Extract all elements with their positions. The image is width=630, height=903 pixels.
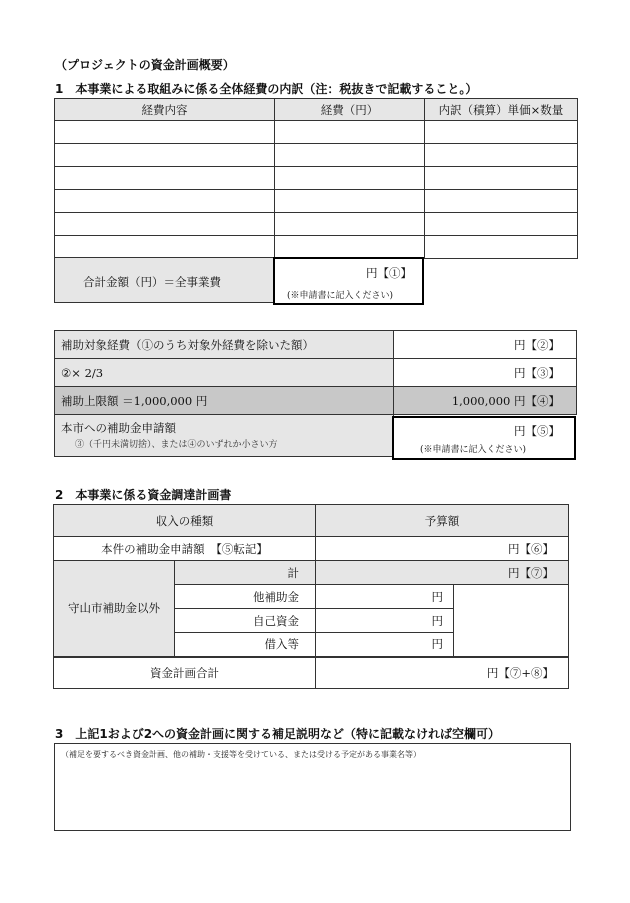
expense-row (55, 144, 578, 167)
limit-value: 1,000,000 円【④】 (394, 387, 577, 415)
funding-table (53, 504, 569, 689)
expense-header-row (55, 99, 578, 121)
expense-content-cell[interactable] (55, 167, 275, 190)
total-note: (※申請書に記入ください) (287, 291, 394, 301)
expense-breakdown-cell[interactable] (425, 167, 578, 190)
expense-row (55, 236, 578, 259)
request-label-cell (55, 415, 394, 457)
borrowing-label: 借入等 (175, 633, 316, 657)
two-thirds-value[interactable]: 円【③】 (394, 359, 577, 387)
expense-content-cell[interactable] (55, 121, 275, 144)
apply-value[interactable]: 円【⑥】 (316, 537, 569, 561)
funding-total-value[interactable]: 円【⑦+⑧】 (316, 657, 569, 689)
subtotal-value: 円【⑦】 (316, 561, 569, 585)
request-value-box[interactable] (392, 416, 576, 460)
eligible-label: 補助対象経費（①のうち対象外経費を除いた額） (55, 331, 394, 359)
subtotal-label: 計 (175, 561, 316, 585)
expense-breakdown-cell[interactable] (425, 144, 578, 167)
header-expense-amount: 経費（円） (275, 99, 425, 121)
items-blank-cell (454, 585, 569, 657)
other-subsidy-label: 他補助金 (175, 585, 316, 609)
total-label: 合計金額（円）＝全事業費 (83, 275, 221, 289)
subsidy-row-limit (55, 387, 577, 415)
header-income-type: 収入の種類 (54, 505, 316, 537)
expense-amount-cell[interactable] (275, 213, 425, 236)
expense-breakdown-cell[interactable] (425, 236, 578, 259)
total-value-box[interactable] (273, 257, 424, 305)
two-thirds-label: ②× 2/3 (55, 359, 394, 387)
expense-row (55, 190, 578, 213)
limit-label: 補助上限額 ＝1,000,000 円 (55, 387, 394, 415)
expense-breakdown-cell[interactable] (425, 190, 578, 213)
expense-content-cell[interactable] (55, 190, 275, 213)
other-funding-label: 守山市補助金以外 (54, 561, 175, 657)
funding-header-row (54, 505, 569, 537)
funding-total-label: 資金計画合計 (54, 657, 316, 689)
total-value: 円【①】 (366, 266, 412, 280)
section3-title: 3 上記1および2への資金計画に関する補足説明など（特に記載なければ空欄可） (55, 727, 501, 741)
request-label: 本市への補助金申請額 (61, 421, 176, 435)
own-funds-label: 自己資金 (175, 609, 316, 633)
eligible-value[interactable]: 円【②】 (394, 331, 577, 359)
other-subsidy-value[interactable]: 円 (316, 585, 454, 609)
expense-breakdown-cell[interactable] (425, 213, 578, 236)
funding-row-apply (54, 537, 569, 561)
page-heading: （プロジェクトの資金計画概要） (55, 58, 235, 72)
expense-amount-cell[interactable] (275, 167, 425, 190)
request-value: 円【⑤】 (514, 424, 560, 438)
subsidy-row-two-thirds (55, 359, 577, 387)
funding-row-total (54, 657, 569, 689)
expense-content-cell[interactable] (55, 144, 275, 167)
expense-row (55, 121, 578, 144)
expense-content-cell[interactable] (55, 213, 275, 236)
section2-title: 2 本事業に係る資金調達計画書 (55, 488, 232, 502)
funding-row-subtotal (54, 561, 569, 585)
subsidy-row-eligible (55, 331, 577, 359)
expense-amount-cell[interactable] (275, 144, 425, 167)
expense-content-cell[interactable] (55, 236, 275, 259)
own-funds-value[interactable]: 円 (316, 609, 454, 633)
header-budget: 予算額 (316, 505, 569, 537)
request-note: (※申請書に記入ください) (420, 445, 527, 455)
total-label-cell (54, 257, 275, 303)
request-sub-label: ③（千円未満切捨）、または④のいずれか小さい方 (75, 440, 278, 450)
expense-breakdown-cell[interactable] (425, 121, 578, 144)
supplement-note: （補足を要するべき資金計画、他の補助・支援等を受けている、または受ける予定がある事業名等） (61, 750, 421, 759)
expense-row (55, 213, 578, 236)
expense-amount-cell[interactable] (275, 121, 425, 144)
section1-title: 1 本事業による取組みに係る全体経費の内訳（注：税抜きで記載すること。） (55, 82, 478, 96)
apply-label: 本件の補助金申請額 【⑤転記】 (54, 537, 316, 561)
supplement-textarea[interactable] (54, 743, 571, 831)
header-breakdown: 内訳（積算）単価×数量 (425, 99, 578, 121)
borrowing-value[interactable]: 円 (316, 633, 454, 657)
expense-table (54, 98, 578, 259)
header-expense-content: 経費内容 (55, 99, 275, 121)
expense-amount-cell[interactable] (275, 190, 425, 213)
expense-amount-cell[interactable] (275, 236, 425, 259)
expense-row (55, 167, 578, 190)
